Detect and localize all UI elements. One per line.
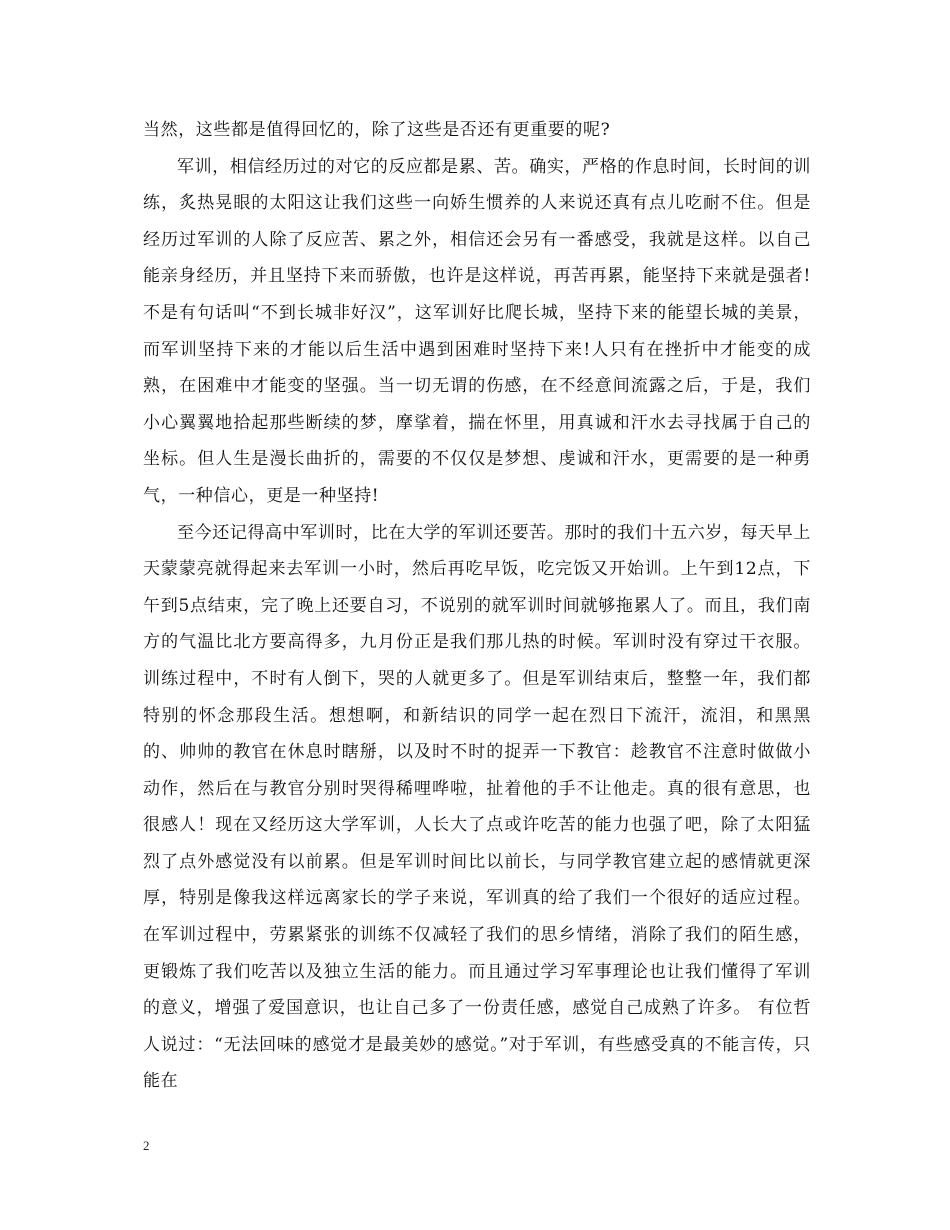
paragraph-3: 至今还记得高中军训时，比在大学的军训还要苦。那时的我们十五六岁，每天早上天蒙蒙亮就得起来去军训一小时，然后再吃早饭，吃完饭又开始训。上午到12点，下午到5点结束，完了晚上还要自习，不说别的就军训时间就够拖累人了。而且，我们南方的气温比北方要高得多，九月份正是我们那儿热的时候。军训时没有穿过干衣服。训练过程中，不时有人倒下，哭的人就更多了。但是军训结束后，整整一年，我们都特别的怀念那段生活。想想啊，和新结识的同学一起在烈日下流汗，流泪，和黑黑的、帅帅的教官在休息时瞎掰，以及时不时的捉弄一下教官：趁教官不注意时做做小动作，然后在与教官分别时哭得稀哩哗啦，扯着他的手不让他走。真的很有意思，也很感人！现在又经历这大学军训，人长大了点或许吃苦的能力也强了吧，除了太阳猛烈了点外感觉没有以前累。但是军训时间比以前长，与同学教官建立起的感情就更深厚，特别是像我这样远离家长的学子来说，军训真的给了我们一个很好的适应过程。在军训过程中，劳累紧张的训练不仅减轻了我们的思乡情绪，消除了我们的陌生感，更锻炼了我们吃苦以及独立生活的能力。而且通过学习军事理论也让我们懂得了军训的意义，增强了爱国意识，也让自己多了一份责任感，感觉自己成熟了许多。 有位哲人说过：“无法回味的感觉才是最美妙的感觉。”对于军训，有些感受真的不能言传，只能在 [143, 522, 811, 1092]
paragraph-2: 军训，相信经历过的对它的反应都是累、苦。确实，严格的作息时间，长时间的训练，炙热晃眼的太阳这让我们这些一向娇生惯养的人来说还真有点儿吃耐不住。但是经历过军训的人除了反应苦、累之外，相信还会另有一番感受，我就是这样。以自己能亲身经历，并且坚持下来而骄傲，也许是这样说，再苦再累，能坚持下来就是强者!不是有句话叫“不到长城非好汉”，这军训好比爬长城，坚持下来的能望长城的美景，而军训坚持下来的才能以后生活中遇到困难时坚持下来!人只有在挫折中才能变的成熟，在困难中才能变的坚强。当一切无谓的伤感，在不经意间流露之后，于是，我们小心翼翼地拾起那些断续的梦，摩挲着，揣在怀里，用真诚和汗水去寻找属于自己的坐标。但人生是漫长曲折的，需要的不仅仅是梦想、虔诚和汗水，更需要的是一种勇气，一种信心，更是一种坚持! [143, 156, 811, 506]
document-body [143, 112, 811, 1100]
paragraph-1: 当然，这些都是值得回忆的，除了这些是否还有更重要的呢? [143, 120, 611, 140]
page-number: 2 [143, 1138, 150, 1153]
